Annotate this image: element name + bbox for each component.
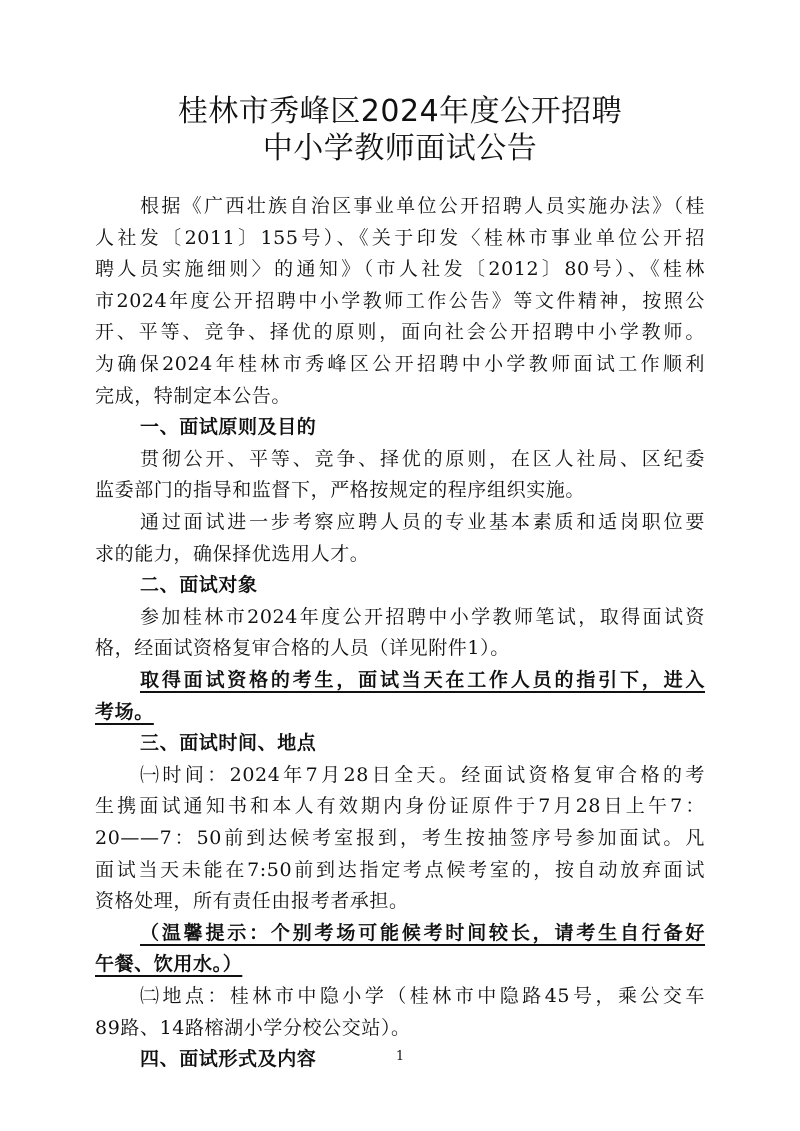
notice-line (95, 696, 705, 728)
section-heading: 一、面试原则及目的 (140, 416, 317, 438)
reminder-line (140, 917, 705, 949)
paragraph-line: 参加桂林市2024年度公开招聘中小学教师笔试，取得面试资 (140, 606, 705, 628)
paragraph-line: 根据《广西壮族自治区事业单位公开招聘人员实施办法》（桂 (140, 195, 705, 217)
paragraph-line: 20——7：50前到达候考室报到，考生按抽签序号参加面试。凡 (95, 827, 705, 849)
notice-text: 取得面试资格的考生，面试当天在工作人员的指引下，进入 (140, 669, 705, 691)
paragraph-line: 生携面试通知书和本人有效期内身份证原件于7月28日上午7： (95, 795, 705, 817)
paragraph-line: 完成，特制定本公告。 (95, 385, 292, 407)
paragraph-line: 市2024年度公开招聘中小学教师工作公告》等文件精神，按照公 (95, 290, 705, 312)
notice-text: 考场。 (95, 701, 154, 723)
paragraph-line: 资格处理，所有责任由报考者承担。 (95, 890, 409, 912)
paragraph-line: 格，经面试资格复审合格的人员（详见附件1）。 (95, 637, 510, 659)
paragraph-line: 为确保2024年桂林市秀峰区公开招聘中小学教师面试工作顺利 (95, 353, 705, 375)
paragraph-line: ㈡地点：桂林市中隐小学（桂林市中隐路45号，乘公交车 (140, 985, 705, 1007)
document-title-line-1: 桂林市秀峰区2024年度公开招聘 (177, 94, 623, 129)
section-heading: 四、面试形式及内容 (140, 1048, 317, 1070)
paragraph-line: 89路、14路榕湖小学分校公交站）。 (95, 1017, 411, 1039)
paragraph-line: 求的能力，确保择优选用人才。 (95, 543, 370, 565)
paragraph-line: 开、平等、竞争、择优的原则，面向社会公开招聘中小学教师。 (95, 321, 705, 343)
reminder-line (95, 948, 705, 980)
page-number: 1 (395, 1049, 405, 1064)
reminder-text: 午餐、饮用水。） (95, 953, 243, 975)
paragraph-line: 人社发〔2011〕155号）、《关于印发〈桂林市事业单位公开招 (95, 227, 705, 249)
reminder-text: （温馨提示：个别考场可能候考时间较长，请考生自行备好 (140, 922, 705, 944)
notice-line (140, 664, 705, 696)
paragraph-line: 聘人员实施细则〉的通知》（市人社发〔2012〕80号）、《桂林 (95, 258, 705, 280)
paragraph-line: 贯彻公开、平等、竞争、择优的原则，在区人社局、区纪委 (140, 448, 705, 470)
section-heading: 二、面试对象 (140, 574, 258, 596)
document-title-line-2: 中小学教师面试公告 (262, 131, 538, 166)
paragraph-line: 面试当天未能在7:50前到达指定考点候考室的，按自动放弃面试 (95, 859, 705, 881)
paragraph-line: ㈠时间：2024年7月28日全天。经面试资格复审合格的考 (140, 764, 705, 786)
section-heading: 三、面试时间、地点 (140, 732, 317, 754)
paragraph-line: 通过面试进一步考察应聘人员的专业基本素质和适岗职位要 (140, 511, 705, 533)
paragraph-line: 监委部门的指导和监督下，严格按规定的程序组织实施。 (95, 479, 586, 501)
